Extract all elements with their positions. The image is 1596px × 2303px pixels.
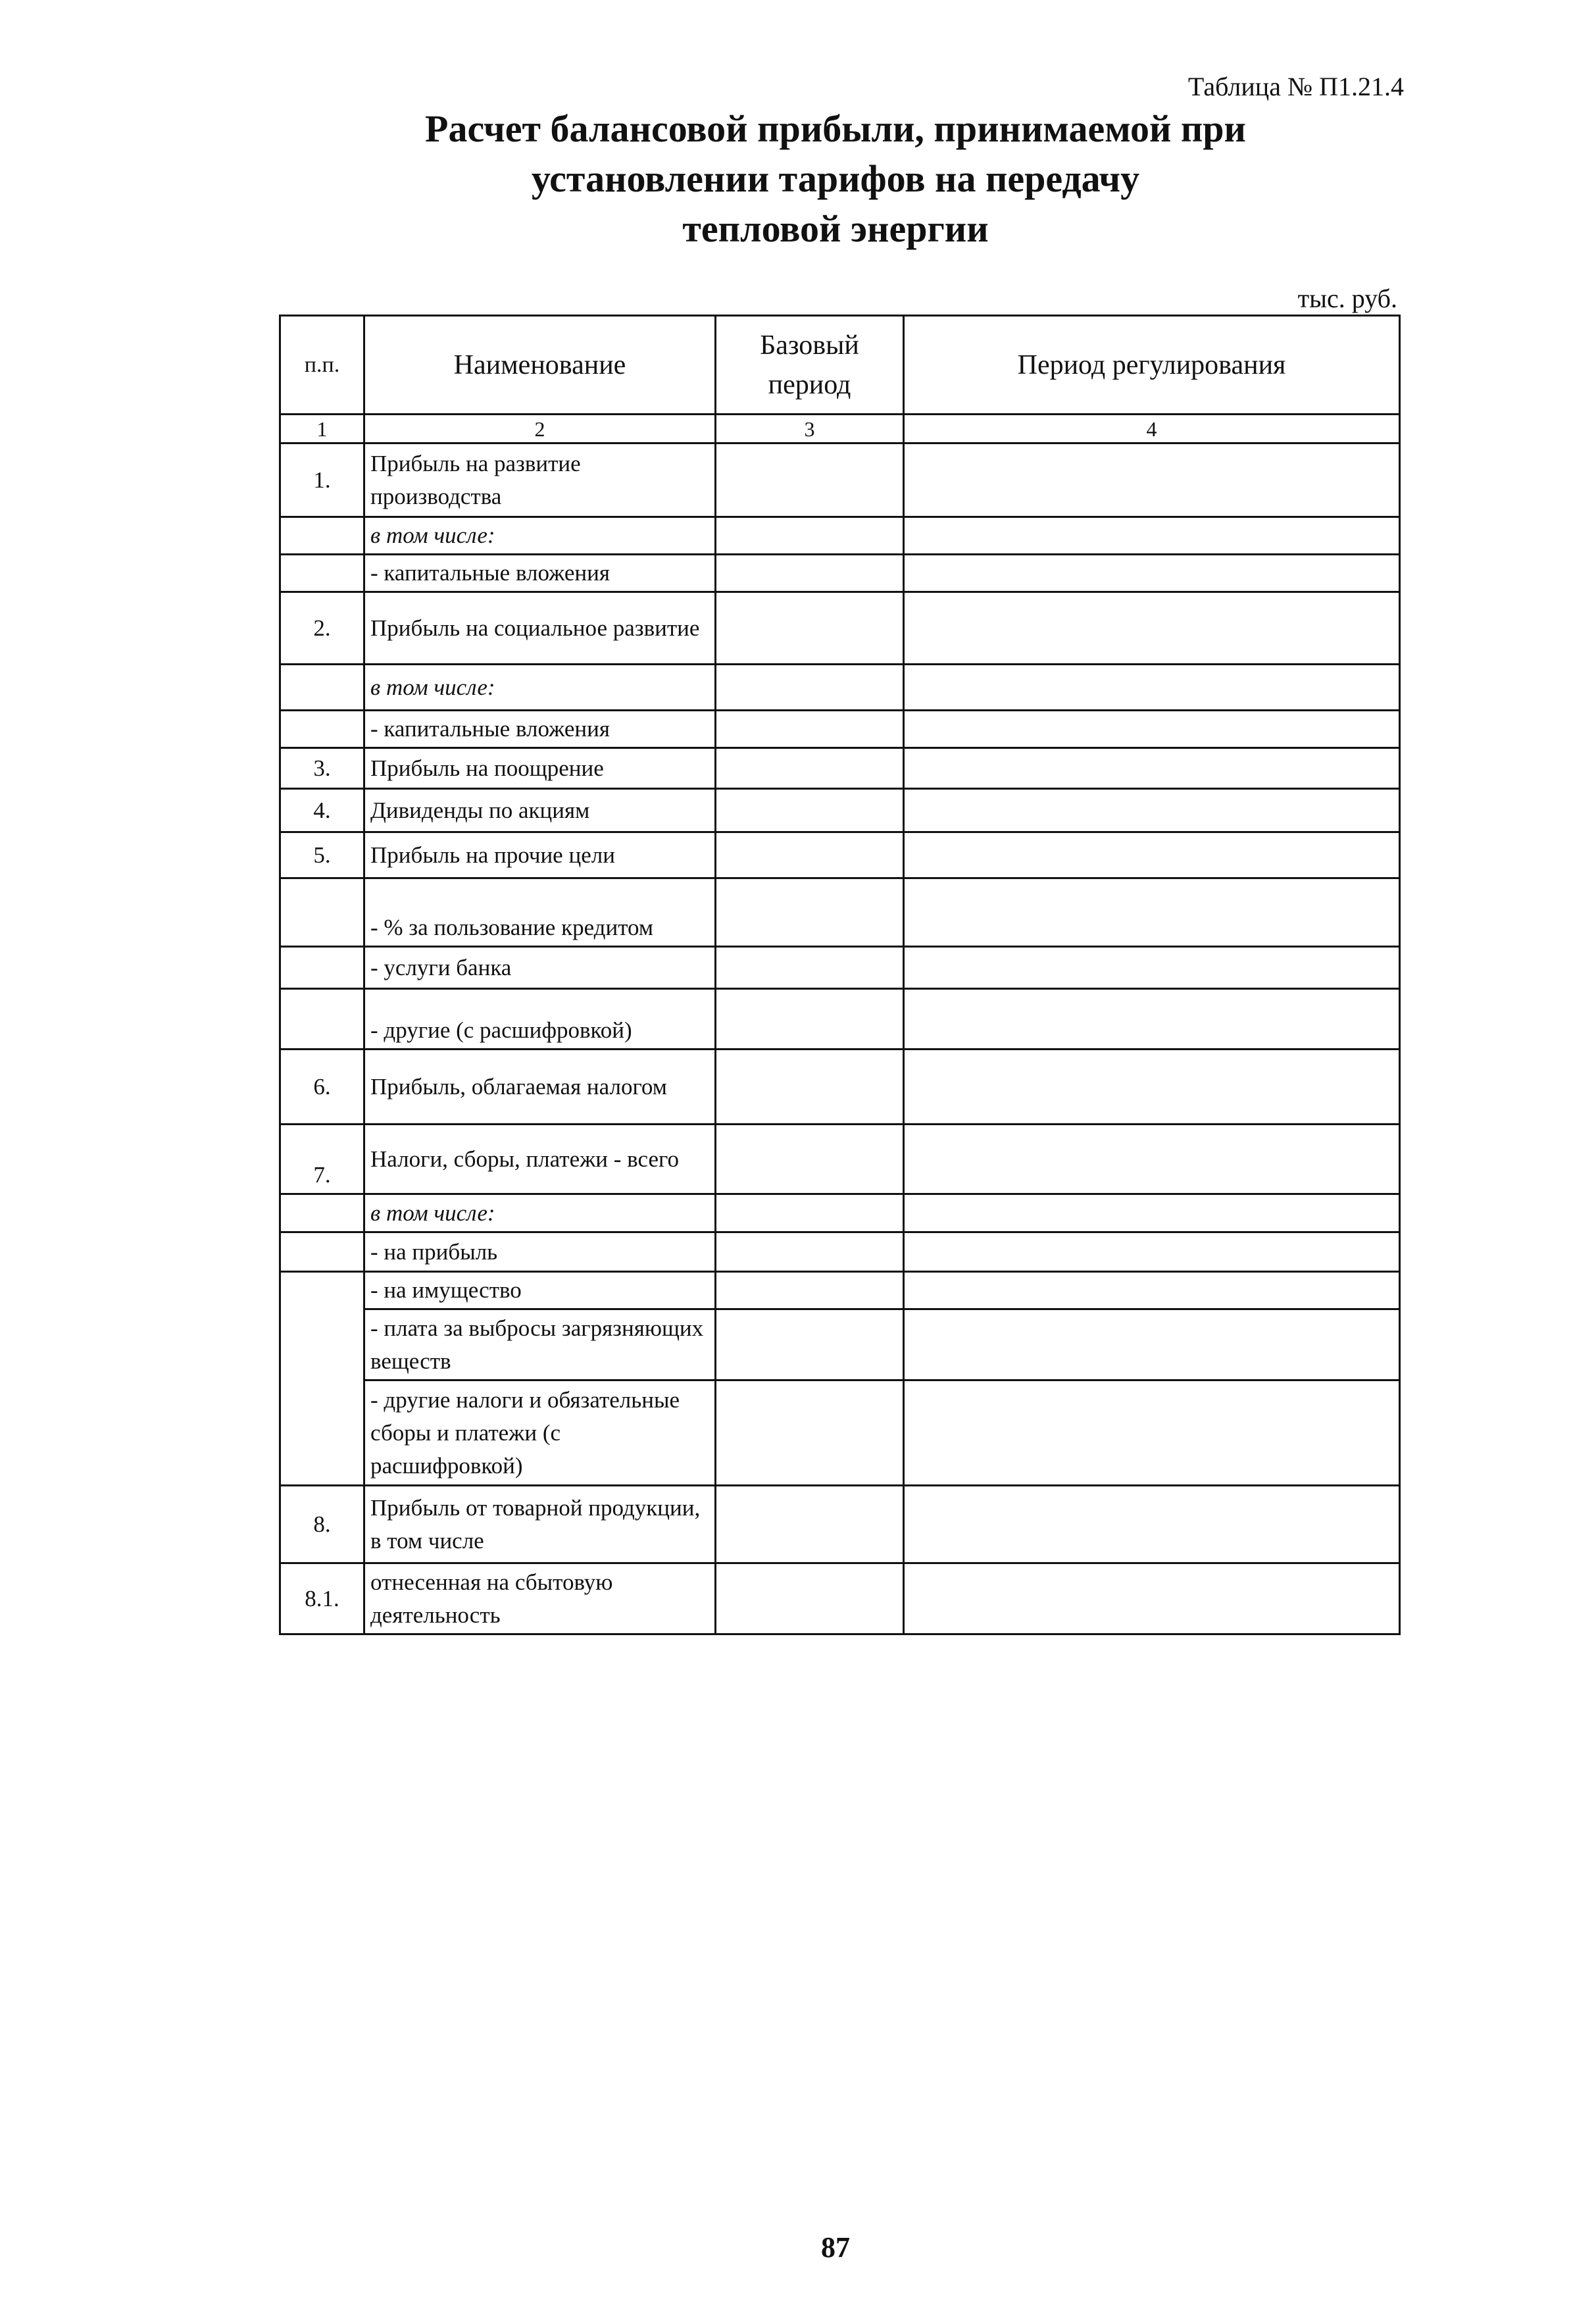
regulation-period-cell	[904, 832, 1400, 878]
row-number	[280, 665, 364, 711]
table-row	[280, 1125, 1400, 1194]
row-name: - капитальные вложения	[364, 711, 716, 748]
table-row	[280, 1194, 1400, 1232]
regulation-period-cell	[904, 878, 1400, 947]
header-base-line: Базовый	[760, 330, 859, 361]
row-number	[280, 878, 364, 947]
row-name: - капитальные вложения	[364, 555, 716, 592]
header-base-period	[716, 316, 904, 415]
row-number: 2.	[280, 592, 364, 665]
row-name: - другие (с расшифровкой)	[364, 989, 716, 1050]
base-period-cell	[716, 665, 904, 711]
base-period-cell	[716, 711, 904, 748]
header-base-line: период	[768, 369, 851, 400]
row-number	[280, 1194, 364, 1232]
profit-table	[279, 315, 1401, 1635]
base-period-cell	[716, 517, 904, 555]
row-name: Прибыль от товарной продукции, в том числе	[364, 1486, 716, 1563]
row-number: 5.	[280, 832, 364, 878]
regulation-period-cell	[904, 555, 1400, 592]
base-period-cell	[716, 1272, 904, 1309]
row-number	[280, 1232, 364, 1272]
table-row	[280, 1272, 1400, 1309]
row-name: Дивиденды по акциям	[364, 789, 716, 832]
base-period-cell	[716, 989, 904, 1050]
row-name: Прибыль на поощрение	[364, 748, 716, 789]
regulation-period-cell	[904, 1486, 1400, 1563]
header-name: Наименование	[364, 316, 716, 415]
regulation-period-cell	[904, 1272, 1400, 1309]
regulation-period-cell	[904, 947, 1400, 989]
column-number: 1	[280, 415, 364, 443]
table-row	[280, 1380, 1400, 1486]
column-number: 4	[904, 415, 1400, 443]
base-period-cell	[716, 592, 904, 665]
unit-label: тыс. руб.	[1297, 284, 1397, 313]
base-period-cell	[716, 832, 904, 878]
regulation-period-cell	[904, 517, 1400, 555]
row-name: - другие налоги и обязательные сборы и платежи (с расшифровкой)	[364, 1380, 716, 1486]
table-row	[280, 443, 1400, 517]
title-line: установлении тарифов на передачу	[531, 157, 1140, 200]
document-title	[0, 104, 1596, 254]
base-period-cell	[716, 1380, 904, 1486]
table-row	[280, 1309, 1400, 1380]
row-name: в том числе:	[364, 1194, 716, 1232]
regulation-period-cell	[904, 1380, 1400, 1486]
row-name: Прибыль, облагаемая налогом	[364, 1050, 716, 1125]
base-period-cell	[716, 748, 904, 789]
row-number: 1.	[280, 443, 364, 517]
column-number: 2	[364, 415, 716, 443]
row-number	[280, 947, 364, 989]
table-row	[280, 878, 1400, 947]
base-period-cell	[716, 1194, 904, 1232]
regulation-period-cell	[904, 443, 1400, 517]
table-row	[280, 1486, 1400, 1563]
row-name: - на прибыль	[364, 1232, 716, 1272]
row-name: Прибыль на прочие цели	[364, 832, 716, 878]
base-period-cell	[716, 789, 904, 832]
header-row	[280, 316, 1400, 415]
table-number: Таблица № П1.21.4	[1187, 72, 1404, 101]
table-row	[280, 592, 1400, 665]
row-name: Прибыль на социальное развитие	[364, 592, 716, 665]
regulation-period-cell	[904, 1050, 1400, 1125]
base-period-cell	[716, 947, 904, 989]
regulation-period-cell	[904, 592, 1400, 665]
table-row	[280, 517, 1400, 555]
row-name: в том числе:	[364, 517, 716, 555]
row-number: 6.	[280, 1050, 364, 1125]
row-number: 3.	[280, 748, 364, 789]
title-line: Расчет балансовой прибыли, принимаемой при	[425, 107, 1246, 150]
regulation-period-cell	[904, 711, 1400, 748]
row-name: Прибыль на развитие производства	[364, 443, 716, 517]
regulation-period-cell	[904, 1563, 1400, 1634]
table-row	[280, 947, 1400, 989]
base-period-cell	[716, 443, 904, 517]
row-number	[280, 711, 364, 748]
table-row	[280, 989, 1400, 1050]
base-period-cell	[716, 1232, 904, 1272]
table-row	[280, 748, 1400, 789]
row-number	[280, 989, 364, 1050]
row-number: 8.1.	[280, 1563, 364, 1634]
title-line: тепловой энергии	[682, 207, 989, 250]
page-number: 87	[821, 2231, 850, 2264]
regulation-period-cell	[904, 789, 1400, 832]
table-row	[280, 555, 1400, 592]
regulation-period-cell	[904, 1309, 1400, 1380]
row-name: - на имущество	[364, 1272, 716, 1309]
base-period-cell	[716, 555, 904, 592]
base-period-cell	[716, 1050, 904, 1125]
row-number: 4.	[280, 789, 364, 832]
regulation-period-cell	[904, 1194, 1400, 1232]
row-number: 8.	[280, 1486, 364, 1563]
table-row	[280, 665, 1400, 711]
base-period-cell	[716, 878, 904, 947]
table-row	[280, 789, 1400, 832]
table-row	[280, 832, 1400, 878]
regulation-period-cell	[904, 1232, 1400, 1272]
base-period-cell	[716, 1563, 904, 1634]
table-row	[280, 1050, 1400, 1125]
row-number	[280, 517, 364, 555]
row-name: - % за пользование кредитом	[364, 878, 716, 947]
row-name: - плата за выбросы загрязняющих веществ	[364, 1309, 716, 1380]
regulation-period-cell	[904, 989, 1400, 1050]
base-period-cell	[716, 1309, 904, 1380]
row-number	[280, 1272, 364, 1486]
row-name: - услуги банка	[364, 947, 716, 989]
column-number: 3	[716, 415, 904, 443]
column-numbers-row	[280, 415, 1400, 443]
table-row	[280, 1232, 1400, 1272]
row-name: в том числе:	[364, 665, 716, 711]
header-regulation-period: Период регулирования	[904, 316, 1400, 415]
row-name: отнесенная на сбытовую деятельность	[364, 1563, 716, 1634]
base-period-cell	[716, 1125, 904, 1194]
base-period-cell	[716, 1486, 904, 1563]
regulation-period-cell	[904, 1125, 1400, 1194]
row-number: 7.	[280, 1125, 364, 1194]
table-row	[280, 1563, 1400, 1634]
table-row	[280, 711, 1400, 748]
header-no: п.п.	[280, 316, 364, 415]
row-name: Налоги, сборы, платежи - всего	[364, 1125, 716, 1194]
regulation-period-cell	[904, 748, 1400, 789]
row-number	[280, 555, 364, 592]
regulation-period-cell	[904, 665, 1400, 711]
